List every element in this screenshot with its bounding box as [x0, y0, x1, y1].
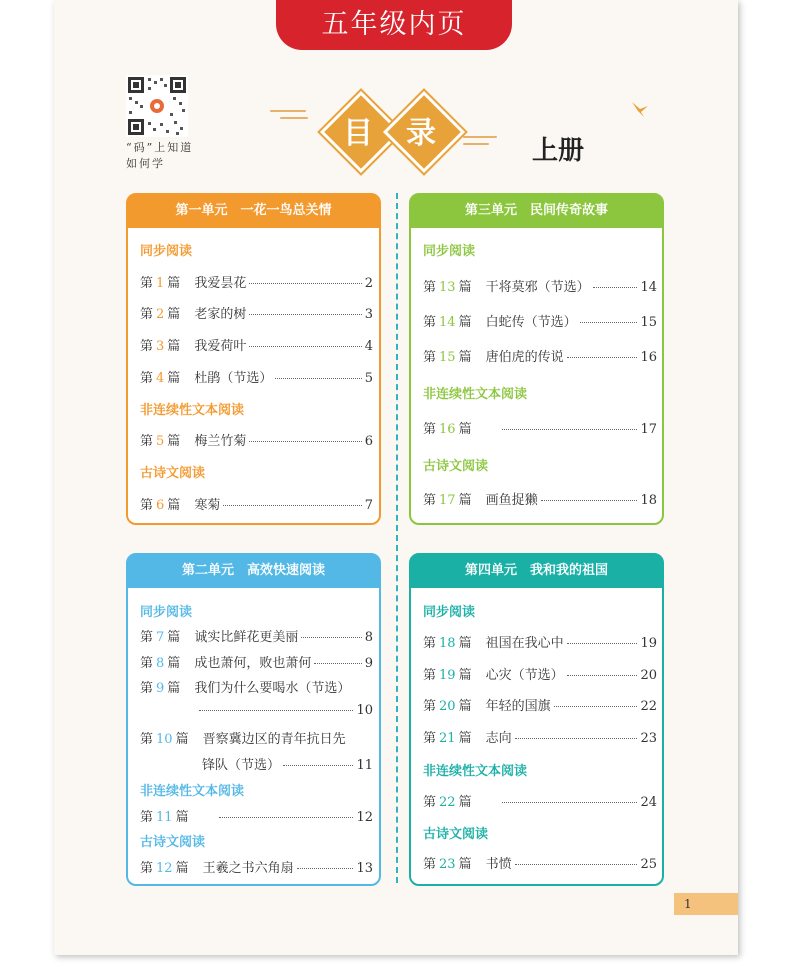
entry-suffix: 篇 [458, 699, 472, 714]
swallow-icon [630, 100, 650, 118]
entry-page: 6 [364, 434, 373, 449]
toc-entry[interactable] [423, 791, 657, 810]
entry-number: 9 [156, 681, 165, 696]
entry-page: 15 [640, 315, 657, 330]
toc-entry[interactable] [140, 728, 373, 747]
entry-page: 7 [364, 498, 373, 513]
entry-number: 17 [439, 493, 456, 508]
entry-number: 10 [156, 732, 173, 747]
entry-page: 20 [640, 668, 657, 683]
section-label: 非连续性文本阅读 [140, 403, 245, 418]
leader-dots [219, 817, 354, 818]
entry-title: 成也萧何，败也萧何 [194, 656, 312, 671]
toc-entry[interactable] [423, 346, 657, 365]
unit-title: 第一单元 一花一鸟总关情 [127, 194, 380, 228]
entry-suffix: 篇 [167, 681, 181, 696]
entry-title: 祖国在我心中 [485, 636, 564, 651]
toc-entry[interactable] [423, 418, 657, 437]
toc-entry[interactable] [140, 272, 373, 291]
entry-prefix: 第 [140, 810, 154, 825]
entry-title: 白蛇传（节选） [485, 315, 577, 330]
entry-prefix: 第 [423, 350, 437, 365]
entry-suffix: 篇 [175, 861, 189, 876]
entry-title: 我们为什么要喝水（节选） [194, 681, 351, 696]
entry-page: 11 [356, 758, 373, 773]
entry-page: 19 [640, 636, 657, 651]
entry-title: 我爱荷叶 [194, 339, 247, 354]
entry-page: 8 [364, 630, 373, 645]
entry-page: 16 [640, 350, 657, 365]
entry-prefix: 第 [423, 636, 437, 651]
entry-page: 9 [364, 656, 373, 671]
entry-number: 15 [439, 350, 456, 365]
entry-prefix: 第 [140, 681, 154, 696]
toc-entry[interactable] [423, 489, 657, 508]
leader-dots [567, 357, 638, 358]
entry-suffix: 篇 [167, 339, 181, 354]
entry-number: 20 [439, 699, 456, 714]
entry-title: 书愤 [485, 857, 512, 872]
entry-suffix: 篇 [167, 630, 181, 645]
entry-page: 22 [640, 699, 657, 714]
leader-dots [297, 868, 354, 869]
toc-entry[interactable] [140, 677, 373, 696]
entry-number: 23 [439, 857, 456, 872]
deco-line [463, 136, 497, 138]
entry-suffix: 篇 [167, 498, 181, 513]
toc-entry[interactable] [423, 632, 657, 651]
entry-prefix: 第 [423, 857, 437, 872]
entry-prefix: 第 [140, 498, 154, 513]
deco-line [463, 143, 489, 145]
leader-dots [314, 663, 361, 664]
entry-title-continued: 锋队（节选） [202, 758, 281, 773]
toc-entry[interactable] [423, 727, 657, 746]
entry-title: 画鱼捉獭 [485, 493, 538, 508]
entry-prefix: 第 [423, 422, 437, 437]
grade-banner: 五年级内页 [276, 0, 512, 50]
section-label: 同步阅读 [140, 244, 193, 259]
entry-number: 8 [156, 656, 165, 671]
entry-number: 19 [439, 668, 456, 683]
entry-page: 25 [640, 857, 657, 872]
entry-number: 2 [156, 307, 165, 322]
entry-title: 年轻的国旗 [485, 699, 551, 714]
leader-dots [275, 378, 361, 379]
entry-title: 杜鹃（节选） [194, 371, 273, 386]
entry-prefix: 第 [423, 731, 437, 746]
toc-entry[interactable] [140, 303, 373, 322]
leader-dots [249, 283, 361, 284]
entry-prefix: 第 [140, 656, 154, 671]
entry-suffix: 篇 [458, 731, 472, 746]
entry-number: 6 [156, 498, 165, 513]
entry-page: 13 [356, 861, 373, 876]
section-label: 古诗文阅读 [140, 466, 206, 481]
leader-dots [301, 637, 361, 638]
entry-number: 21 [439, 731, 456, 746]
entry-page: 4 [364, 339, 373, 354]
leader-dots [283, 765, 353, 766]
entry-page: 18 [640, 493, 657, 508]
entry-page: 10 [356, 703, 373, 718]
toc-entry-continued[interactable] [202, 754, 373, 773]
leader-dots [249, 314, 361, 315]
toc-entry-continued[interactable] [196, 703, 373, 718]
leader-dots [567, 643, 638, 644]
toc-entry[interactable] [423, 276, 657, 295]
section-label: 古诗文阅读 [423, 459, 489, 474]
toc-entry[interactable] [140, 367, 373, 386]
entry-suffix: 篇 [458, 422, 472, 437]
entry-prefix: 第 [423, 493, 437, 508]
entry-prefix: 第 [140, 339, 154, 354]
leader-dots [593, 287, 638, 288]
entry-number: 5 [156, 434, 165, 449]
toc-entry[interactable] [140, 857, 373, 876]
qr-caption: “码”上知道如何学 [126, 141, 194, 170]
title-char-mu: 目 [343, 116, 373, 151]
deco-line [280, 117, 308, 119]
entry-suffix: 篇 [167, 434, 181, 449]
entry-suffix: 篇 [458, 280, 472, 295]
entry-prefix: 第 [423, 795, 437, 810]
leader-dots [199, 710, 353, 711]
leader-dots [502, 429, 638, 430]
section-label: 非连续性文本阅读 [423, 764, 528, 779]
entry-number: 22 [439, 795, 456, 810]
entry-number: 12 [156, 861, 173, 876]
entry-title: 我爱昙花 [194, 276, 247, 291]
entry-title: 干将莫邪（节选） [485, 280, 590, 295]
entry-number: 1 [156, 276, 165, 291]
leader-dots [515, 738, 638, 739]
entry-title: 老家的树 [194, 307, 247, 322]
entry-prefix: 第 [423, 315, 437, 330]
entry-suffix: 篇 [458, 668, 472, 683]
unit-title: 第二单元 高效快速阅读 [127, 554, 380, 588]
column-divider [396, 193, 398, 883]
entry-title: 心灾（节选） [485, 668, 564, 683]
entry-prefix: 第 [140, 276, 154, 291]
leader-dots [249, 441, 361, 442]
leader-dots [515, 864, 638, 865]
entry-number: 4 [156, 371, 165, 386]
entry-number: 16 [439, 422, 456, 437]
leader-dots [567, 675, 638, 676]
toc-entry[interactable] [140, 494, 373, 513]
section-label: 非连续性文本阅读 [140, 784, 245, 799]
toc-entry[interactable] [140, 430, 373, 449]
entry-title: 梅兰竹菊 [194, 434, 247, 449]
entry-title: 志向 [485, 731, 512, 746]
entry-prefix: 第 [423, 668, 437, 683]
entry-number: 7 [156, 630, 165, 645]
entry-page: 12 [356, 810, 373, 825]
unit-title: 第三单元 民间传奇故事 [410, 194, 663, 228]
entry-suffix: 篇 [175, 810, 189, 825]
toc-entry[interactable] [140, 652, 373, 671]
entry-number: 14 [439, 315, 456, 330]
section-label: 古诗文阅读 [423, 827, 489, 842]
entry-page: 24 [640, 795, 657, 810]
toc-entry[interactable] [423, 664, 657, 683]
page-number: 1 [674, 893, 738, 915]
deco-line [270, 110, 306, 112]
entry-prefix: 第 [140, 861, 154, 876]
entry-page: 5 [364, 371, 373, 386]
entry-number: 3 [156, 339, 165, 354]
toc-entry[interactable] [423, 853, 657, 872]
entry-suffix: 篇 [167, 307, 181, 322]
leader-dots [554, 706, 638, 707]
entry-number: 11 [156, 810, 173, 825]
leader-dots [502, 802, 638, 803]
toc-entry[interactable] [140, 626, 373, 645]
entry-prefix: 第 [423, 280, 437, 295]
leader-dots [580, 322, 638, 323]
entry-suffix: 篇 [458, 636, 472, 651]
entry-title: 晋察冀边区的青年抗日先 [202, 732, 346, 747]
volume-label: 上册 [532, 136, 585, 166]
leader-dots [249, 346, 361, 347]
entry-title: 寒菊 [194, 498, 221, 513]
entry-suffix: 篇 [458, 857, 472, 872]
entry-prefix: 第 [140, 630, 154, 645]
section-label: 同步阅读 [423, 244, 476, 259]
entry-suffix: 篇 [458, 350, 472, 365]
entry-title: 王羲之书六角扇 [202, 861, 294, 876]
unit-title: 第四单元 我和我的祖国 [410, 554, 663, 588]
entry-suffix: 篇 [458, 315, 472, 330]
entry-prefix: 第 [140, 307, 154, 322]
entry-prefix: 第 [423, 699, 437, 714]
entry-prefix: 第 [140, 732, 154, 747]
entry-prefix: 第 [140, 371, 154, 386]
entry-suffix: 篇 [175, 732, 189, 747]
leader-dots [541, 500, 638, 501]
section-label: 同步阅读 [423, 605, 476, 620]
toc-entry[interactable] [423, 695, 657, 714]
section-label: 古诗文阅读 [140, 835, 206, 850]
entry-suffix: 篇 [458, 493, 472, 508]
toc-entry[interactable] [140, 806, 373, 825]
title-char-lu: 录 [406, 116, 436, 151]
entry-number: 13 [439, 280, 456, 295]
entry-page: 2 [364, 276, 373, 291]
section-label: 同步阅读 [140, 605, 193, 620]
entry-page: 17 [640, 422, 657, 437]
entry-suffix: 篇 [458, 795, 472, 810]
entry-prefix: 第 [140, 434, 154, 449]
entry-suffix: 篇 [167, 276, 181, 291]
toc-entry[interactable] [140, 335, 373, 354]
entry-number: 18 [439, 636, 456, 651]
leader-dots [223, 505, 361, 506]
entry-page: 3 [364, 307, 373, 322]
entry-suffix: 篇 [167, 371, 181, 386]
entry-suffix: 篇 [167, 656, 181, 671]
qr-code-icon[interactable] [126, 75, 188, 137]
toc-entry[interactable] [423, 311, 657, 330]
entry-title: 诚实比鲜花更美丽 [194, 630, 299, 645]
entry-page: 23 [640, 731, 657, 746]
entry-title: 唐伯虎的传说 [485, 350, 564, 365]
section-label: 非连续性文本阅读 [423, 387, 528, 402]
entry-page: 14 [640, 280, 657, 295]
